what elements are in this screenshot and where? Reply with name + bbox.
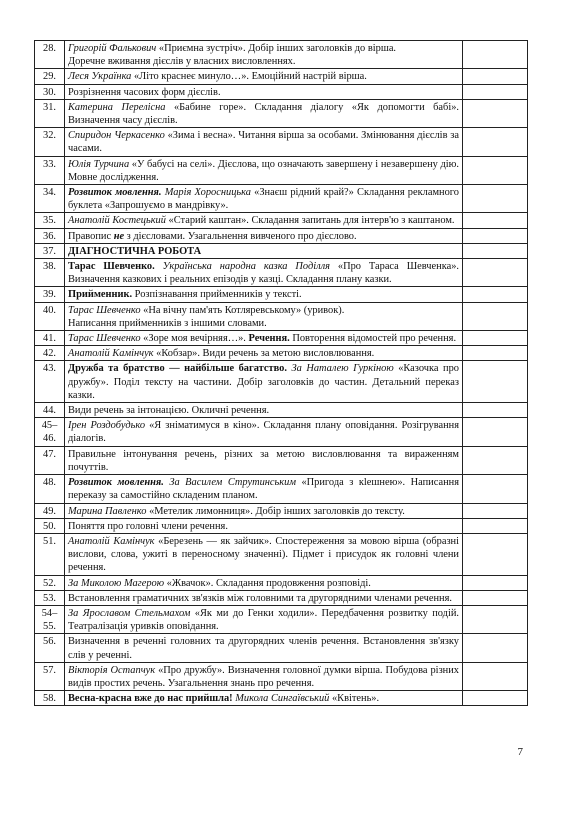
notes-cell — [463, 533, 528, 575]
notes-cell — [463, 213, 528, 228]
notes-cell — [463, 590, 528, 605]
table-row — [35, 259, 528, 287]
lesson-topic: За Ярославом Стельмахом «Як ми до Генки ходили». Передбачення розвитку подій. Театралізація уривків оповідання. — [65, 605, 463, 633]
lesson-topic: Весна-красна вже до нас прийшла! Микола Сингаївський «Квітень». — [65, 691, 463, 706]
table-row — [35, 331, 528, 346]
notes-cell — [463, 228, 528, 243]
lesson-topic: Розрізнення часових форм дієслів. — [65, 84, 463, 99]
notes-cell — [463, 361, 528, 403]
lesson-topic: Визначення в реченні головних та другорядних членів речення. Встановлення зв'язку слів у реченні. — [65, 634, 463, 662]
lesson-topic: ДІАГНОСТИЧНА РОБОТА — [65, 243, 463, 258]
lesson-number: 44. — [35, 403, 65, 418]
table-row — [35, 605, 528, 633]
table-row — [35, 156, 528, 184]
notes-cell — [463, 605, 528, 633]
lesson-number: 48. — [35, 475, 65, 503]
notes-cell — [463, 691, 528, 706]
lesson-topic: Дружба та братство — найбільше багатство. За Наталею Гуркіною «Казочка про дружбу». Поділ тексту на частини. Добір заголовків до частин. Детальний переказ казки. — [65, 361, 463, 403]
table-row — [35, 185, 528, 213]
table-row — [35, 287, 528, 302]
lesson-number: 53. — [35, 590, 65, 605]
lesson-number: 28. — [35, 41, 65, 69]
lesson-topic: Встановлення граматичних зв'язків між головними та другорядними членами речення. — [65, 590, 463, 605]
table-row — [35, 575, 528, 590]
notes-cell — [463, 418, 528, 446]
table-row — [35, 533, 528, 575]
lesson-plan-table — [34, 40, 528, 706]
notes-cell — [463, 302, 528, 330]
notes-cell — [463, 346, 528, 361]
lesson-number: 51. — [35, 533, 65, 575]
notes-cell — [463, 185, 528, 213]
lesson-topic: Правопис не з дієсловами. Узагальнення вивченого про дієслово. — [65, 228, 463, 243]
lesson-topic: Григорій Фалькович «Приємна зустріч». Добір інших заголовків до вірша. Доречне вживання дієслів у власних висловленнях. — [65, 41, 463, 69]
notes-cell — [463, 287, 528, 302]
lesson-topic: Спиридон Черкасенко «Зима і весна». Читання вірша за особами. Змінювання дієслів за часами. — [65, 128, 463, 156]
table-row — [35, 503, 528, 518]
lesson-topic: Види речень за інтонацією. Окличні речення. — [65, 403, 463, 418]
table-row — [35, 446, 528, 474]
lesson-topic: Ірен Роздобудько «Я зніматимуся в кіно». Складання плану оповідання. Розігрування діалогів. — [65, 418, 463, 446]
notes-cell — [463, 446, 528, 474]
lesson-number: 37. — [35, 243, 65, 258]
lesson-topic: Прийменник. Розпізнавання прийменників у тексті. — [65, 287, 463, 302]
notes-cell — [463, 634, 528, 662]
lesson-topic: Катерина Перелісна «Бабине горе». Складання діалогу «Як допомогти бабі». Визначення часу дієслів. — [65, 99, 463, 127]
lesson-number: 30. — [35, 84, 65, 99]
lesson-number: 58. — [35, 691, 65, 706]
lesson-topic: Анатолій Камінчук «Кобзар». Види речень за метою висловлювання. — [65, 346, 463, 361]
lesson-number: 32. — [35, 128, 65, 156]
notes-cell — [463, 69, 528, 84]
notes-cell — [463, 41, 528, 69]
lesson-topic: Поняття про головні члени речення. — [65, 518, 463, 533]
notes-cell — [463, 503, 528, 518]
lesson-topic: Розвиток мовлення. За Василем Струтинським «Пригода з кleшнею». Написання переказу за самостійно складеним планом. — [65, 475, 463, 503]
notes-cell — [463, 99, 528, 127]
lesson-topic: Анатолій Камінчук «Березень — як зайчик». Спостереження за мовою вірша (образні вислови, слова, ужиті в переносному значенні). Підмет і присудок як головні члени речення. — [65, 533, 463, 575]
lesson-number: 33. — [35, 156, 65, 184]
lesson-number: 45–46. — [35, 418, 65, 446]
lesson-topic: Анатолій Костецький «Старий каштан». Складання запитань для інтерв'ю з каштаном. — [65, 213, 463, 228]
lesson-topic: За Миколою Магерою «Жвачок». Складання продовження розповіді. — [65, 575, 463, 590]
lesson-number: 56. — [35, 634, 65, 662]
lesson-topic: Тарас Шевченко «На вічну пам'ять Котляревському» (уривок). Написання прийменників з іншими словами. — [65, 302, 463, 330]
notes-cell — [463, 128, 528, 156]
lesson-number: 34. — [35, 185, 65, 213]
lesson-number: 38. — [35, 259, 65, 287]
notes-cell — [463, 575, 528, 590]
table-row — [35, 84, 528, 99]
lesson-number: 39. — [35, 287, 65, 302]
lesson-number: 29. — [35, 69, 65, 84]
table-row — [35, 361, 528, 403]
lesson-number: 41. — [35, 331, 65, 346]
lesson-number: 35. — [35, 213, 65, 228]
lesson-number: 42. — [35, 346, 65, 361]
lesson-number: 40. — [35, 302, 65, 330]
lesson-number: 57. — [35, 662, 65, 690]
lesson-plan-body — [35, 41, 528, 706]
lesson-number: 43. — [35, 361, 65, 403]
notes-cell — [463, 156, 528, 184]
notes-cell — [463, 84, 528, 99]
notes-cell — [463, 475, 528, 503]
lesson-number: 54–55. — [35, 605, 65, 633]
notes-cell — [463, 259, 528, 287]
lesson-number: 52. — [35, 575, 65, 590]
lesson-number: 47. — [35, 446, 65, 474]
table-row — [35, 243, 528, 258]
lesson-number: 36. — [35, 228, 65, 243]
table-row — [35, 99, 528, 127]
notes-cell — [463, 662, 528, 690]
page-number: 7 — [517, 746, 523, 758]
table-row — [35, 475, 528, 503]
lesson-topic: Розвиток мовлення. Марія Хоросницька «Знаєш рідний край?» Складання рекламного буклета «Запрошуємо в мандрівку». — [65, 185, 463, 213]
lesson-topic: Вікторія Остапчук «Про дружбу». Визначення головної думки вірша. Побудова різних видів простих речень. Узагальнення знань про речення. — [65, 662, 463, 690]
table-row — [35, 662, 528, 690]
table-row — [35, 590, 528, 605]
table-row — [35, 418, 528, 446]
table-row — [35, 691, 528, 706]
table-row — [35, 69, 528, 84]
table-row — [35, 41, 528, 69]
table-row — [35, 302, 528, 330]
notes-cell — [463, 403, 528, 418]
lesson-topic: Юлія Турчина «У бабусі на селі». Дієслова, що означають завершену і незавершену дію. Мовне дослідження. — [65, 156, 463, 184]
table-row — [35, 213, 528, 228]
lesson-topic: Тарас Шевченко. Українська народна казка Поділля «Про Тараса Шевченка». Визначення казкових і реальних епізодів у казці. Складання плану казки. — [65, 259, 463, 287]
table-row — [35, 228, 528, 243]
table-row — [35, 128, 528, 156]
table-row — [35, 403, 528, 418]
lesson-topic: Тарас Шевченко «Зоре моя вечірняя…». Речення. Повторення відомостей про речення. — [65, 331, 463, 346]
notes-cell — [463, 243, 528, 258]
lesson-topic: Марина Павленко «Метелик лимонниця». Добір інших заголовків до тексту. — [65, 503, 463, 518]
table-row — [35, 634, 528, 662]
lesson-topic: Леся Українка «Літо краснеє минуло…». Емоційний настрій вірша. — [65, 69, 463, 84]
curriculum-page — [34, 40, 527, 706]
lesson-topic: Правильне інтонування речень, різних за метою висловлювання та вираженням почуттів. — [65, 446, 463, 474]
lesson-number: 49. — [35, 503, 65, 518]
table-row — [35, 346, 528, 361]
notes-cell — [463, 518, 528, 533]
table-row — [35, 518, 528, 533]
lesson-number: 50. — [35, 518, 65, 533]
notes-cell — [463, 331, 528, 346]
lesson-number: 31. — [35, 99, 65, 127]
